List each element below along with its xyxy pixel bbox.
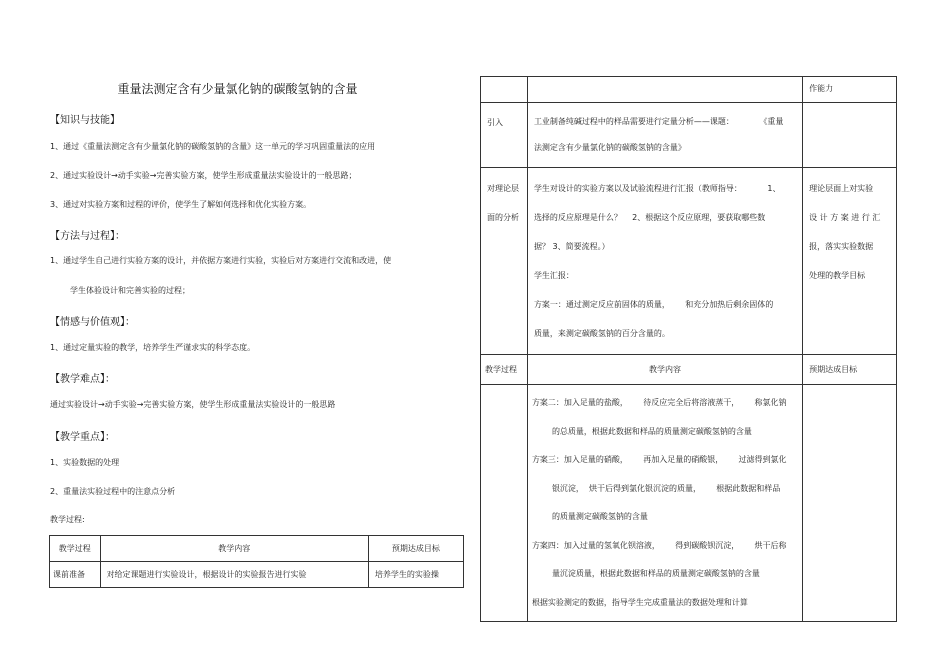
table-cell <box>527 168 802 355</box>
difficulty-item-1: 通过实验设计→动手实验→完善实验方案，使学生形成重量法实验设计的一般思路 <box>50 400 336 409</box>
scheme-line: 方案三：加入足量的硝酸， 再加入足量的硝酸银， 过滤得到氯化 <box>531 455 787 464</box>
table-header-cell: 预期达成目标 <box>368 536 463 562</box>
table-cell <box>803 168 897 355</box>
table-row <box>481 168 897 355</box>
goal-line: 处理的教学目标 <box>809 271 866 280</box>
left-lesson-table <box>49 535 464 588</box>
row1-line: 工业制备纯碱过程中的样品需要进行定量分析——课题： 《重量 <box>533 117 784 126</box>
scheme-line: 根据实验测定的数据，指导学生完成重量法的数据处理和计算 <box>531 597 748 607</box>
table-header-cell: 教学内容 <box>100 536 368 562</box>
table-row <box>50 562 464 588</box>
table-cell: 培养学生的实验操 <box>368 562 463 588</box>
stage-line: 面的分析 <box>487 213 519 222</box>
scheme-line: 的质量测定碳酸氢钠的含量 <box>551 512 648 521</box>
table-header-cell: 教学过程 <box>50 536 101 562</box>
row2-line: 据？ 3、简要流程。） <box>533 242 610 251</box>
knowledge-item-1: 1、通过《重量法测定含有少量氯化钠的碳酸氢钠的含量》这一单元的学习巩固重量法的应用 <box>50 142 376 151</box>
table-cell <box>527 77 802 103</box>
table-cell <box>803 385 897 622</box>
table-header-cell: 教学内容 <box>527 355 802 385</box>
stage-line: 对理论层 <box>487 184 519 193</box>
focus-item-1: 1、实验数据的处理 <box>50 458 120 467</box>
table-cell <box>527 385 802 622</box>
goal-line: 设 计 方 案 进 行 汇 <box>809 213 881 222</box>
table-cell <box>803 103 897 168</box>
focus-item-2: 2、重量法实验过程中的注意点分析 <box>50 487 176 496</box>
table-cell: 对给定课题进行实验设计，根据设计的实验报告进行实验 <box>100 562 368 588</box>
table-header-cell: 教学过程 <box>481 355 528 385</box>
process-label: 教学过程: <box>50 515 85 524</box>
table-cell: 作能力 <box>803 77 897 103</box>
method-item-2: 学生体验设计和完善实验的过程； <box>70 286 190 295</box>
table-header-row <box>481 355 897 385</box>
row2-line: 质量，来测定碳酸氢钠的百分含量的。 <box>533 329 670 338</box>
knowledge-heading: 【知识与技能】 <box>50 115 120 126</box>
table-row <box>481 77 897 103</box>
table-cell: 课前准备 <box>50 562 101 588</box>
row2-line: 学生汇报： <box>533 271 574 280</box>
table-header-cell: 预期达成目标 <box>803 355 897 385</box>
scheme-line: 量沉淀质量，根据此数据和样品的质量测定碳酸氢钠的含量 <box>551 569 760 578</box>
scheme-line: 方案二：加入足量的盐酸， 待反应完全后将溶液蒸干， 称氯化钠 <box>531 398 787 407</box>
right-lesson-table <box>480 76 897 622</box>
method-item-1: 1、通过学生自己进行实验方案的设计，并依据方案进行实验，实验后对方案进行交流和改进，使 <box>50 256 392 265</box>
row2-line: 方案一：通过测定反应前固体的质量， 和充分加热后剩余固体的 <box>533 300 774 309</box>
table-cell: 引入 <box>481 103 528 168</box>
row2-line: 选择的反应原理是什么？ 2、根据这个反应原理，要获取哪些数 <box>533 213 766 222</box>
table-cell <box>527 103 802 168</box>
scheme-line: 的总质量，根据此数据和样品的质量测定碳酸氢钠的含量 <box>551 426 752 436</box>
table-cell <box>481 385 528 622</box>
knowledge-item-3: 3、通过对实验方案和过程的评价，使学生了解如何选择和优化实验方案。 <box>50 200 312 209</box>
scheme-line: 方案四：加入过量的氢氧化钡溶液， 得到碳酸钡沉淀， 烘干后称 <box>531 540 787 550</box>
table-row <box>481 385 897 622</box>
method-heading: 【方法与过程】： <box>50 231 125 242</box>
table-row <box>481 103 897 168</box>
row1-line: 法测定含有少量氯化钠的碳酸氢钠的含量》 <box>533 143 686 152</box>
emotion-item-1: 1、通过定量实验的教学，培养学生严谨求实的科学态度。 <box>50 343 256 352</box>
focus-heading: 【教学重点】： <box>50 432 115 443</box>
table-cell <box>481 168 528 355</box>
goal-line: 理论层面上对实验 <box>809 184 874 193</box>
page-title: 重量法测定含有少量氯化钠的碳酸氢钠的含量 <box>117 82 358 96</box>
row2-line: 学生对设计的实验方案以及试验流程进行汇报（教师指导： 1、 <box>533 184 781 193</box>
table-cell <box>481 77 528 103</box>
emotion-heading: 【情感与价值观】： <box>50 317 135 328</box>
goal-line: 报，落实实验数据 <box>809 242 874 251</box>
difficulty-heading: 【教学难点】： <box>50 374 115 385</box>
knowledge-item-2: 2、通过实验设计→动手实验→完善实验方案，使学生形成重量法实验设计的一般思路； <box>50 171 357 180</box>
scheme-line: 银沉淀， 烘干后得到氯化银沉淀的质量， 根据此数据和样品 <box>551 483 781 493</box>
table-header-row <box>50 536 464 562</box>
